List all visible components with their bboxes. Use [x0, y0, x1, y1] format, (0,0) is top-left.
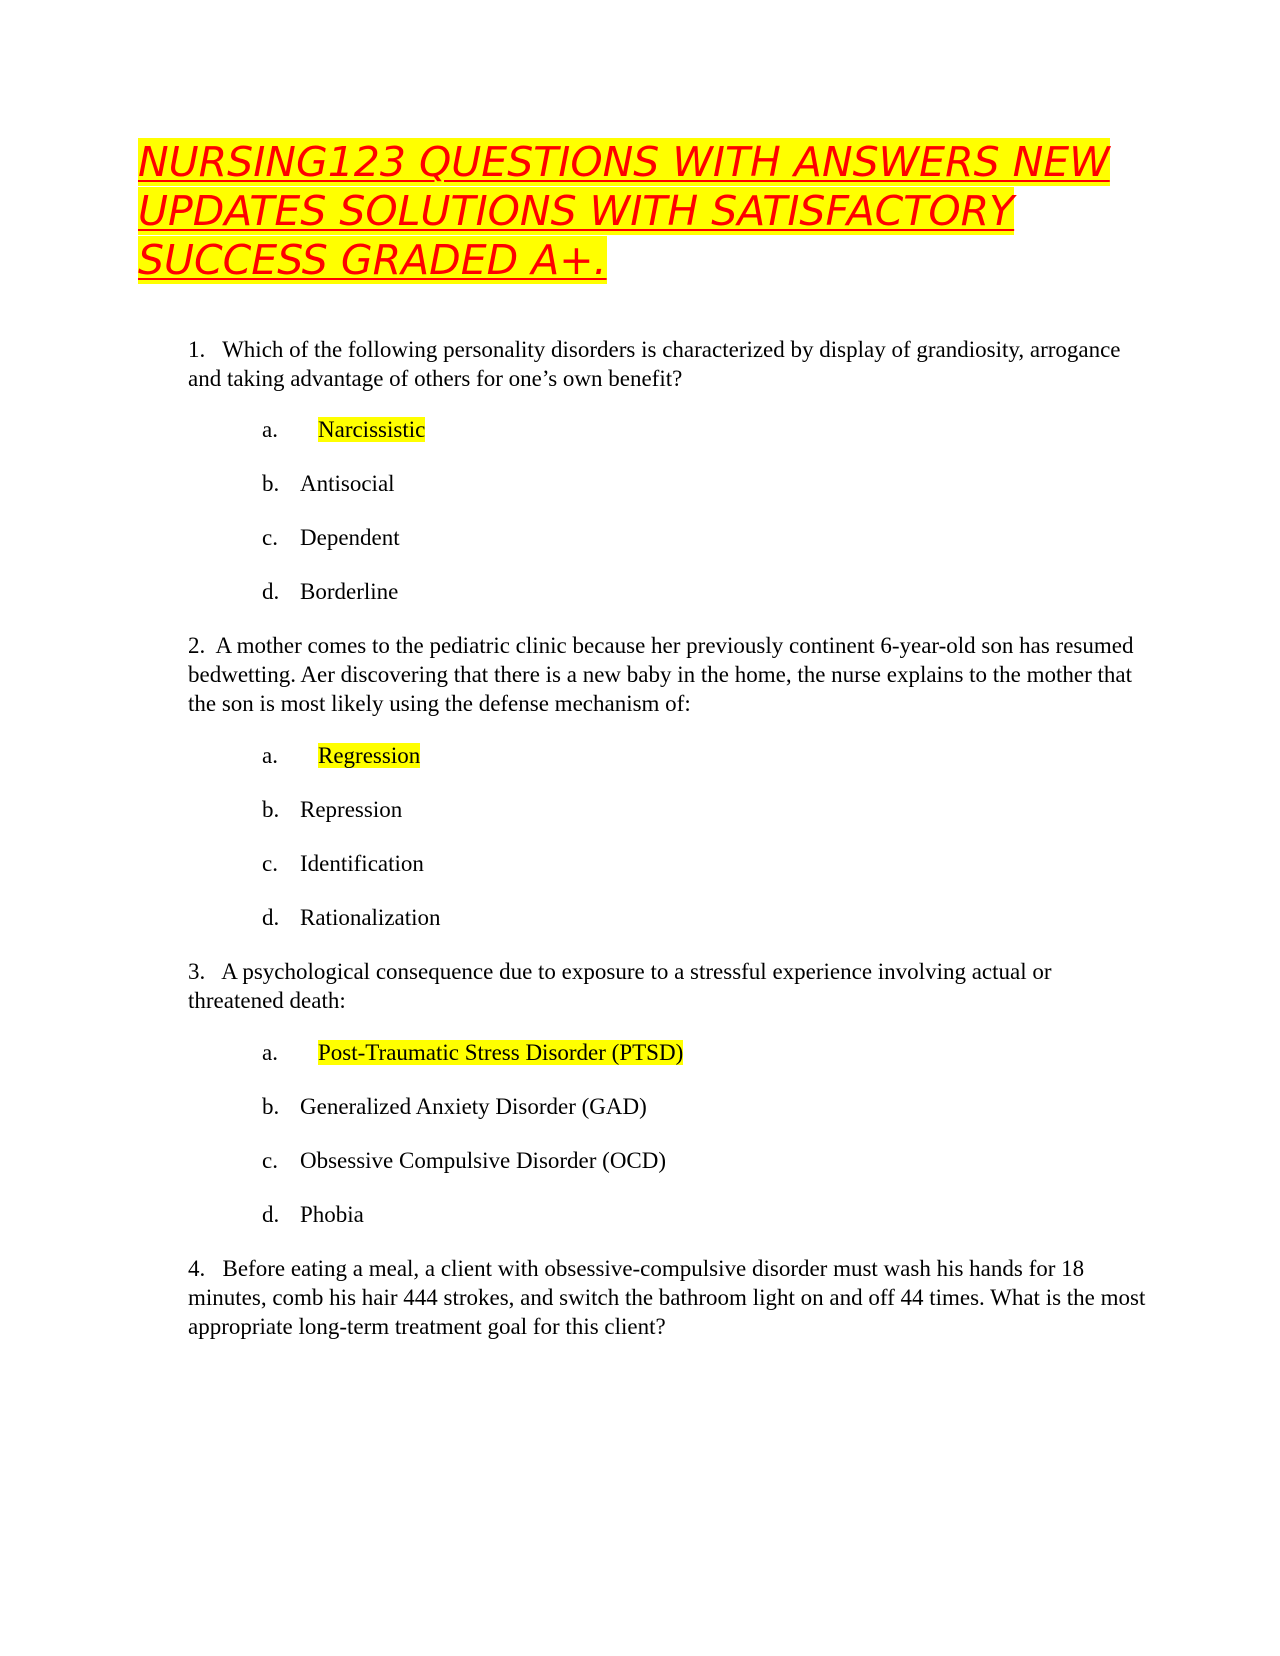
question-1-option-d	[262, 577, 398, 606]
question-3-option-c	[262, 1146, 666, 1175]
option-letter: b.	[262, 1094, 280, 1119]
option-text: Repression	[300, 797, 403, 822]
option-letter: d.	[262, 1202, 280, 1227]
question-3-option-b	[262, 1092, 647, 1121]
question-3	[188, 957, 1148, 1015]
option-text: Generalized Anxiety Disorder (GAD)	[300, 1094, 647, 1119]
question-2-option-a	[262, 741, 420, 770]
option-letter: d.	[262, 905, 280, 930]
option-text: Antisocial	[300, 471, 395, 496]
option-text: Borderline	[300, 579, 399, 604]
option-letter: d.	[262, 579, 280, 604]
option-text: Obsessive Compulsive Disorder (OCD)	[300, 1148, 667, 1173]
question-4-number: 4.	[188, 1256, 206, 1281]
question-1	[188, 335, 1148, 393]
question-2-option-b	[262, 795, 402, 824]
correct-answer-text: Post-Traumatic Stress Disorder (PTSD)	[318, 1040, 684, 1065]
option-letter: c.	[262, 851, 278, 876]
question-3-number: 3.	[188, 959, 206, 984]
option-letter: a.	[262, 1040, 278, 1065]
question-1-option-b	[262, 469, 395, 498]
option-text: Phobia	[300, 1202, 364, 1227]
document-title-text: NURSING123 QUESTIONS WITH ANSWERS NEW UPDATES SOLUTIONS WITH SATISFACTORY SUCCESS GRADED A+.	[138, 138, 1110, 284]
question-4-text: Before eating a meal, a client with obsessive-compulsive disorder must wash his hands for 18 minutes, comb his hair 444 strokes, and switch the bathroom light on and off 44 times. What is the most appropriate long-term treatment goal for this client?	[188, 1256, 1146, 1339]
option-text: Rationalization	[300, 905, 441, 930]
option-letter: a.	[262, 743, 278, 768]
question-3-option-a	[262, 1038, 683, 1067]
question-1-text: Which of the following personality disorders is characterized by display of grandiosity, arrogance and taking advantage of others for one’s own benefit?	[188, 337, 1121, 391]
option-letter: c.	[262, 1148, 278, 1173]
correct-answer-text: Narcissistic	[318, 417, 426, 442]
question-3-text: A psychological consequence due to exposure to a stressful experience involving actual or threatened death:	[188, 959, 1052, 1013]
question-3-option-d	[262, 1200, 364, 1229]
option-letter: b.	[262, 471, 280, 496]
option-text: Identification	[300, 851, 424, 876]
correct-answer-text: Regression	[318, 743, 421, 768]
question-4	[188, 1254, 1148, 1341]
question-1-option-a	[262, 415, 425, 444]
option-letter: a.	[262, 417, 278, 442]
question-2	[188, 631, 1148, 718]
question-2-option-c	[262, 849, 424, 878]
question-2-number: 2.	[188, 633, 206, 658]
option-text: Dependent	[300, 525, 400, 550]
question-1-option-c	[262, 523, 400, 552]
option-letter: b.	[262, 797, 280, 822]
question-1-number: 1.	[188, 337, 206, 362]
document-title	[138, 138, 1148, 285]
question-2-text: A mother comes to the pediatric clinic because her previously continent 6-year-old son has resumed bedwetting. Aer discovering that there is a new baby in the home, the nurse explains to the mother that the son is most likely using the defense mechanism of:	[188, 633, 1134, 716]
question-2-option-d	[262, 903, 441, 932]
option-letter: c.	[262, 525, 278, 550]
